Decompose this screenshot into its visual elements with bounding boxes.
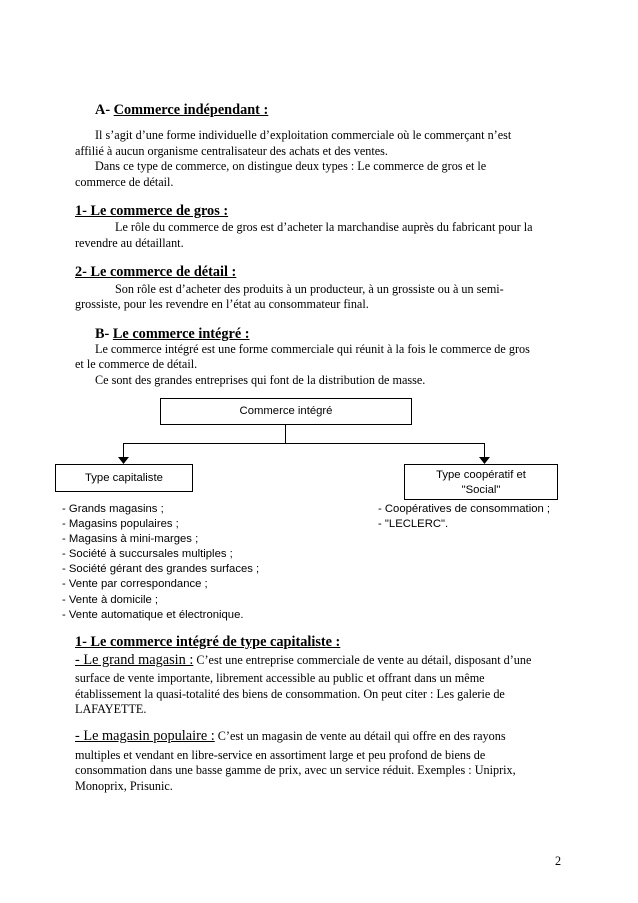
list-item: - Magasins à mini-marges ; [62,533,199,546]
list-item: - Coopératives de consommation ; [378,503,551,515]
list-item: - Société à succursales multiples ; [62,548,233,561]
diagram-root-box [160,398,412,425]
section-a-p2-line2: commerce de détail. [75,175,174,189]
detail-title: 2- Le commerce de détail : [75,264,237,280]
page-number: 2 [555,854,562,868]
list-item: - Magasins populaires ; [62,518,179,531]
gros-line1: Le rôle du commerce de gros est d’acheter la marchandise auprès du fabricant pour la [115,220,533,234]
magasin-populaire-line4: Monoprix, Prisunic. [75,779,173,793]
capitaliste-title: 1- Le commerce intégré de type capitaliste : [75,634,341,650]
section-b-title: Le commerce intégré : [112,326,250,342]
magasin-populaire-text1: C’est un magasin de vente au détail qui offre en des rayons [214,729,506,743]
grand-magasin-line3: établissement la quasi-totalité des biens de consommation. On peut citer : Les galerie de [75,687,505,701]
diagram-root-label: Commerce intégré [239,405,333,417]
detail-line1: Son rôle est d’acheter des produits à un producteur, à un grossiste ou à un semi- [115,282,504,296]
list-item: - Société gérant des grandes surfaces ; [62,563,260,576]
gros-title: 1- Le commerce de gros : [75,203,229,219]
section-a-p2-line1: Dans ce type de commerce, on distingue deux types : Le commerce de gros et le [95,159,487,173]
diagram-right-list [378,502,550,532]
section-a-p1-line2: affilié à aucun organisme centralisateur des achats et des ventes. [75,144,388,158]
diagram-left-list [62,502,259,623]
diagram-right-box [404,464,558,500]
list-item: - Grands magasins ; [62,503,164,515]
section-b-letter: B- [95,326,110,342]
section-a-title: Commerce indépendant : [113,102,269,118]
grand-magasin-text1: C’est une entreprise commerciale de vente au détail, disposant d’une [193,653,532,667]
list-item: - Vente automatique et électronique. [62,608,244,621]
section-b-p1-line2: et le commerce de détail. [75,357,198,371]
arrowhead-left-icon [118,457,129,464]
diagram-connector-root [285,425,286,443]
detail-line2: grossiste, pour les revendre en l’état au consommateur final. [75,297,369,311]
list-item: - "LECLERC". [378,518,449,531]
grand-magasin-line1 [75,652,531,669]
arrowhead-right-icon [479,457,490,464]
grand-magasin-line4: LAFAYETTE. [75,702,147,716]
section-b-p1-line1: Le commerce intégré est une forme commerciale qui réunit à la fois le commerce de gros [95,342,530,356]
list-item: - Vente par correspondance ; [62,578,208,591]
diagram-left-box [55,464,193,492]
magasin-populaire-line1 [75,728,506,745]
section-b-p2-line1: Ce sont des grandes entreprises qui font de la distribution de masse. [95,373,426,387]
diagram-connector-horizontal [123,443,485,444]
magasin-populaire-line3: consommation dans une basse gamme de prix, avec un service réduit. Exemples : Uniprix, [75,763,516,777]
grand-magasin-line2: surface de vente importante, librement accessible au public et offrant dans un même [75,671,485,685]
diagram-right-label-line1: Type coopératif et [436,469,526,481]
section-a-p1-line1: Il s’agit d’une forme individuelle d’exploitation commerciale où le commerçant n’est [95,128,512,142]
section-a-heading [95,101,268,119]
gros-line2: revendre au détaillant. [75,236,184,250]
magasin-populaire-label: - Le magasin populaire : [75,728,215,744]
magasin-populaire-line2: multiples et vendant en libre-service en assortiment large et peu profond de biens de [75,748,486,762]
section-a-letter: A- [95,102,111,118]
list-item: - Vente à domicile ; [62,593,159,606]
diagram-left-label: Type capitaliste [85,472,163,484]
grand-magasin-label: - Le grand magasin : [75,652,194,668]
diagram-right-label-line2: "Social" [461,484,501,496]
